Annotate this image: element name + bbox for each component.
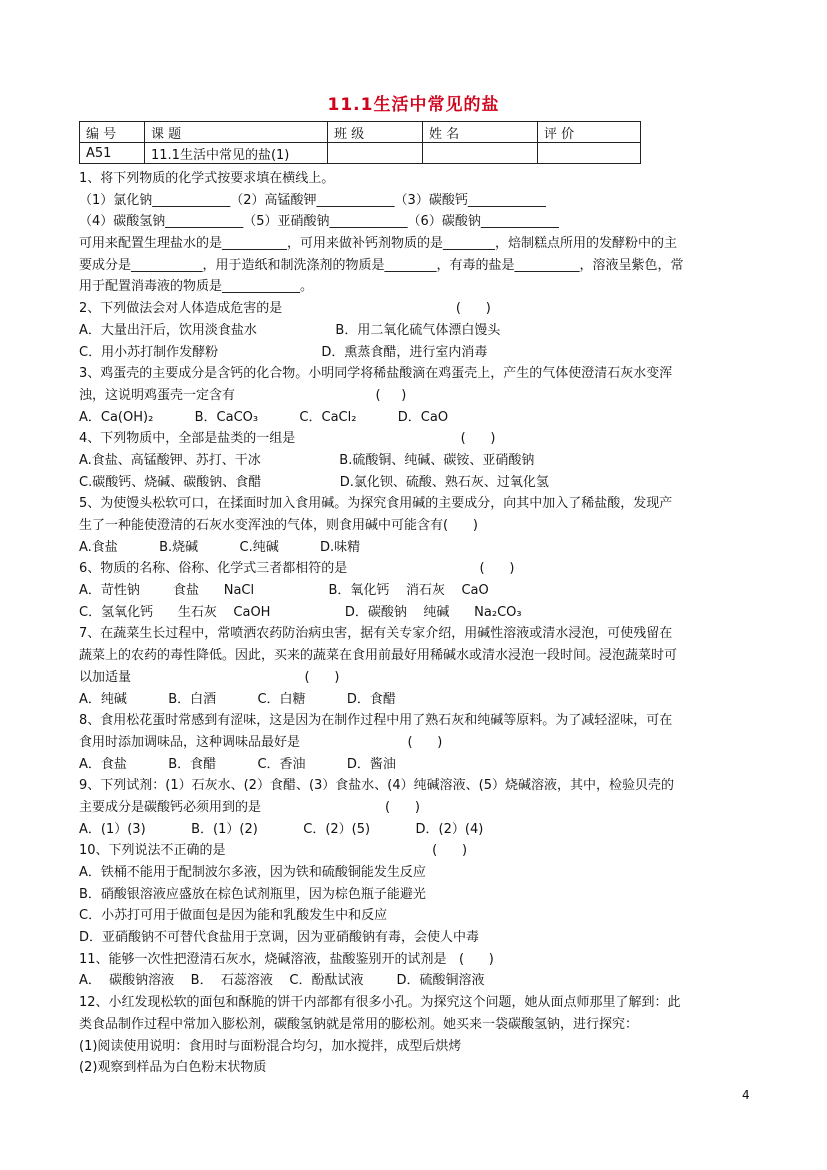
text-line: A．(1）(3) B．(1）(2) C．(2）(5) D．(2）(4) [79,821,484,837]
text-line: 10、下列说法不正确的是 ( ) [79,843,468,859]
info-table [79,121,641,164]
text-line: C．用小苏打制作发酵粉 D．熏蒸食醋，进行室内消毒 [79,344,488,360]
text-line: 蔬菜上的农药的毒性降低。因此，买来的蔬菜在食用前最好用稀碱水或清水浸泡一段时间。浸泡蔬菜时可 [79,648,678,664]
text-line: A．纯碱 B．白酒 C．白糖 D．食醋 [79,691,396,707]
text-line: 生了一种能使澄清的石灰水变浑浊的气体，则食用碱中可能含有( ) [79,518,478,533]
text-line: 用于配置消毒液的物质是____________。 [79,279,314,295]
text-line: 3、鸡蛋壳的主要成分是含钙的化合物。小明同学将稀盐酸滴在鸡蛋壳上，产生的气体使澄清石灰水变浑 [79,366,673,382]
text-line: （4）碳酸氢钠____________（5）亚硝酸钠____________（6）碳酸钠____________ [79,214,559,230]
text-line: 以加适量 ( ) [79,669,340,685]
text-line: 2、下列做法会对人体造成危害的是 ( ) [79,301,491,317]
text-line: 4、下列物质中，全部是盐类的一组是 ( ) [79,431,496,447]
text-line: A.食盐 B.烧碱 C.纯碱 D.味精 [79,539,361,555]
text-line: C．小苏打可用于做面包是因为能和乳酸发生中和反应 [79,908,388,924]
text-line: 12、小红发现松软的面包和酥脆的饼干内部都有很多小孔。为探究这个问题，她从面点师那里了解到：此 [79,995,681,1011]
text-line: 8、食用松花蛋时常感到有涩味，这是因为在制作过程中用了熟石灰和纯碱等原料。为了减轻涩味，可在 [79,713,673,729]
table-cell [538,143,641,164]
text-line: 1、将下列物质的化学式按要求填在横线上。 [79,171,335,186]
text-line: A．大量出汗后，饮用淡食盐水 B．用二氧化硫气体漂白馒头 [79,322,501,338]
text-line: A.食盐、高锰酸钾、苏打、干冰 B.硫酸铜、纯碱、碳铵、亚硝酸钠 [79,452,535,468]
table-cell [328,143,423,164]
table-header-cell: 班 级 [328,122,423,143]
text-line: A．苛性钠 食盐 NaCl B．氧化钙 消石灰 CaO [79,583,489,599]
table-header-cell: 姓 名 [423,122,538,143]
text-line: 要成分是___________，用于造纸和制洗涤剂的物质是________，有毒的盐是__________，溶液呈紫色，常 [79,257,684,273]
text-line: 5、为使馒头松软可口，在揉面时加入食用碱。为探究食用碱的主要成分，向其中加入了稀盐酸，发现产 [79,496,673,512]
text-line: A． 碳酸钠溶液 B． 石蕊溶液 C．酚酞试液 D．硫酸铜溶液 [79,973,485,989]
text-line: (1)阅读使用说明：食用时与面粉混合均匀，加水搅拌，成型后烘烤 [79,1038,462,1054]
text-line: （1）氯化钠____________（2）高锰酸钾____________（3）碳酸钙____________ [79,192,546,208]
text-line: B．硝酸银溶液应盛放在棕色试剂瓶里，因为棕色瓶子能避光 [79,886,426,902]
text-line: 可用来配置生理盐水的是__________，可用来做补钙剂物质的是________，焙制糕点所用的发酵粉中的主 [79,236,678,252]
question-body [79,168,759,1079]
text-line: A．食盐 B．食醋 C．香油 D．酱油 [79,756,396,772]
table-header-cell: 课 题 [145,122,328,143]
text-line: (2)观察到样品为白色粉末状物质 [79,1060,267,1076]
text-line: 7、在蔬菜生长过程中，常喷洒农药防治病虫害，据有关专家介绍，用碱性溶液或清水浸泡，可使残留在 [79,626,673,642]
text-line: 6、物质的名称、俗称、化学式三者都相符的是 ( ) [79,561,515,577]
table-row [80,143,641,164]
table-cell: A51 [80,143,145,164]
table-header-cell: 编 号 [80,122,145,143]
text-line: 食用时添加调味品，这种调味品最好是 ( ) [79,734,443,750]
text-line: 浊，这说明鸡蛋壳一定含有 ( ) [79,387,407,403]
text-line: A．Ca(OH)₂ B．CaCO₃ C．CaCl₂ D．CaO [79,409,449,425]
text-line: 11、能够一次性把澄清石灰水，烧碱溶液，盐酸鉴别开的试剂是 ( ) [79,951,494,967]
table-header-cell: 评 价 [538,122,641,143]
page-number: 4 [742,1088,750,1102]
page-title: 11.1生活中常见的盐 [327,95,500,115]
text-line: 主要成分是碳酸钙必须用到的是 ( ) [79,799,420,815]
text-line: D．亚硝酸钠不可替代食盐用于烹调，因为亚硝酸钠有毒，会使人中毒 [79,930,480,946]
table-cell [423,143,538,164]
table-cell: 11.1生活中常见的盐(1) [145,143,328,164]
text-line: C.碳酸钙、烧碱、碳酸钠、食醋 D.氯化钡、硫酸、熟石灰、过氧化氢 [79,474,549,490]
text-line: 类食品制作过程中常加入膨松剂，碳酸氢钠就是常用的膨松剂。她买来一袋碳酸氢钠，进行探究： [79,1016,639,1032]
text-line: C．氢氧化钙 生石灰 CaOH D．碳酸钠 纯碱 Na₂CO₃ [79,604,522,620]
text-line: 9、下列试剂：(1）石灰水、(2）食醋、(3）食盐水、(4）纯碱溶液、(5）烧碱溶液，其中，检验贝壳的 [79,778,674,794]
text-line: A．铁桶不能用于配制波尔多液，因为铁和硫酸铜能发生反应 [79,865,426,880]
table-header-row [80,122,641,143]
